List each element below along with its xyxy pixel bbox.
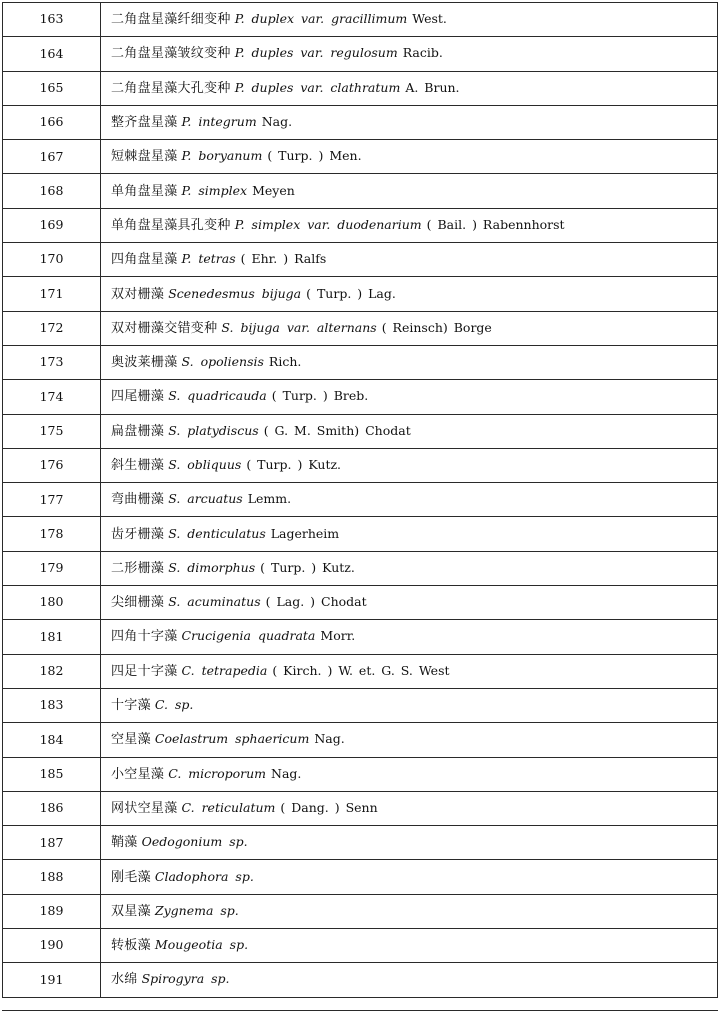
scientific-name: P. integrum [181, 114, 257, 130]
authority: Nag. [271, 765, 302, 781]
row-number: 169 [3, 208, 101, 242]
table-row [3, 277, 718, 311]
species-name-cell [101, 414, 718, 448]
table-row [3, 345, 718, 379]
row-number: 173 [3, 345, 101, 379]
row-number: 175 [3, 414, 101, 448]
authority: Morr. [320, 628, 356, 644]
table-row [3, 140, 718, 174]
table-row [3, 517, 718, 551]
chinese-name: 整齐盘星藻 [111, 115, 178, 131]
scientific-name: S. arcuatus [168, 491, 243, 507]
scientific-name: P. tetras [181, 251, 236, 267]
row-number: 189 [3, 894, 101, 928]
species-name-cell [101, 586, 718, 620]
chinese-name: 斜生栅藻 [111, 458, 165, 473]
table-row [3, 586, 718, 620]
species-name-cell [101, 723, 718, 757]
authority: A. Brun. [405, 79, 460, 95]
table-row [3, 723, 718, 757]
species-name-cell [101, 620, 718, 654]
table-row [3, 688, 718, 722]
authority: ( Lag. ) Chodat [265, 594, 367, 610]
species-name-cell [101, 140, 718, 174]
chinese-name: 短棘盘星藻 [111, 149, 178, 165]
row-number: 166 [3, 105, 101, 139]
table-row [3, 414, 718, 448]
species-name-cell [101, 71, 718, 105]
scientific-name: S. acuminatus [168, 594, 261, 610]
scientific-name: C. sp. [154, 697, 194, 713]
scientific-name: C. tetrapedia [181, 662, 268, 678]
row-number: 164 [3, 37, 101, 71]
species-name-cell [101, 208, 718, 242]
row-number: 188 [3, 860, 101, 894]
table-row [3, 894, 718, 928]
scientific-name: P. boryanum [181, 148, 263, 164]
chinese-name: 二形栅藻 [111, 560, 165, 576]
species-name-cell [101, 757, 718, 791]
row-number: 185 [3, 757, 101, 791]
authority: West. [412, 11, 447, 27]
authority: Racib. [402, 45, 443, 61]
chinese-name: 网状空星藻 [111, 800, 178, 816]
chinese-name: 空星藻 [111, 732, 151, 748]
scientific-name: Crucigenia quadrata [181, 628, 316, 644]
chinese-name: 四角盘星藻 [111, 252, 178, 268]
scientific-name: S. opoliensis [181, 354, 264, 370]
authority: ( Reinsch) Borge [381, 319, 492, 335]
table-row [3, 791, 718, 825]
species-name-cell [101, 791, 718, 825]
row-number: 168 [3, 174, 101, 208]
row-number: 163 [3, 3, 101, 37]
chinese-name: 弯曲栅藻 [111, 492, 165, 508]
species-name-cell [101, 517, 718, 551]
row-number: 179 [3, 551, 101, 585]
table-row [3, 826, 718, 860]
chinese-name: 鞘藻 [111, 835, 138, 851]
chinese-name: 刚毛藻 [111, 869, 151, 885]
species-name-cell [101, 345, 718, 379]
chinese-name: 水绵 [111, 972, 138, 988]
row-number: 174 [3, 380, 101, 414]
row-number: 191 [3, 963, 101, 997]
scientific-name: Mougeotia sp. [154, 937, 249, 953]
authority: ( Dang. ) Senn [280, 799, 378, 815]
species-name-cell [101, 448, 718, 482]
scientific-name: S. obliquus [168, 457, 242, 472]
row-number: 184 [3, 723, 101, 757]
species-name-cell [101, 380, 718, 414]
table-row [3, 448, 718, 482]
chinese-name: 二角盘星藻纤细变种 [111, 12, 231, 28]
species-name-cell [101, 483, 718, 517]
chinese-name: 二角盘星藻皱纹变种 [111, 46, 231, 62]
row-number: 171 [3, 277, 101, 311]
scientific-name: P. duples var. clathratum [234, 79, 401, 95]
row-number: 187 [3, 826, 101, 860]
scientific-name: S. denticulatus [168, 525, 266, 541]
table-row [3, 483, 718, 517]
row-number: 183 [3, 688, 101, 722]
scientific-name: Cladophora sp. [154, 868, 254, 884]
species-name-cell [101, 860, 718, 894]
authority: Rich. [268, 354, 302, 370]
species-name-cell [101, 688, 718, 722]
row-number: 182 [3, 654, 101, 688]
species-name-cell [101, 894, 718, 928]
row-number: 180 [3, 586, 101, 620]
authority: ( Turp. ) Kutz. [260, 559, 355, 575]
chinese-name: 小空星藻 [111, 766, 165, 782]
scientific-name: P. duples var. regulosum [234, 45, 398, 61]
authority: Nag. [261, 114, 293, 130]
row-number: 178 [3, 517, 101, 551]
scientific-name: S. dimorphus [168, 559, 256, 575]
chinese-name: 十字藻 [111, 698, 151, 714]
chinese-name: 尖细栅藻 [111, 595, 165, 611]
scientific-name: P. duplex var. gracillimum [234, 11, 408, 27]
scientific-name: Scenedesmus bijuga [168, 285, 302, 301]
chinese-name: 双星藻 [111, 903, 151, 919]
scientific-name: P. simplex [181, 182, 248, 198]
row-number: 177 [3, 483, 101, 517]
authority: ( Turp. ) Lag. [306, 285, 396, 301]
chinese-name: 奥波莱栅藻 [111, 355, 178, 371]
row-number: 167 [3, 140, 101, 174]
table-row [3, 963, 718, 997]
chinese-name: 四足十字藻 [111, 663, 178, 679]
chinese-name: 四尾栅藻 [111, 389, 165, 405]
table-row [3, 860, 718, 894]
species-name-cell [101, 3, 718, 37]
authority: ( Turp. ) Breb. [271, 388, 369, 404]
authority: Nag. [314, 731, 345, 747]
row-number: 172 [3, 311, 101, 345]
authority: ( Kirch. ) W. et. G. S. West [272, 662, 450, 678]
scientific-name: Oedogonium sp. [141, 834, 248, 850]
table-row [3, 208, 718, 242]
scientific-name: S. bijuga var. alternans [221, 319, 377, 335]
chinese-name: 转板藻 [111, 938, 151, 954]
species-name-cell [101, 243, 718, 277]
species-name-cell [101, 174, 718, 208]
scientific-name: C. reticulatum [181, 799, 276, 815]
species-name-cell [101, 105, 718, 139]
chinese-name: 双对栅藻交错变种 [111, 320, 218, 336]
table-row [3, 37, 718, 71]
scientific-name: P. simplex var. duodenarium [234, 216, 422, 232]
species-name-cell [101, 551, 718, 585]
table-bottom-rule [2, 1010, 718, 1011]
authority: Lemm. [247, 491, 292, 507]
row-number: 186 [3, 791, 101, 825]
chinese-name: 二角盘星藻大孔变种 [111, 80, 231, 96]
authority: Lagerheim [270, 525, 340, 541]
table-row [3, 71, 718, 105]
table-row [3, 757, 718, 791]
species-name-cell [101, 654, 718, 688]
table-row [3, 654, 718, 688]
scientific-name: Coelastrum sphaericum [154, 731, 310, 747]
table-row [3, 3, 718, 37]
table-row [3, 311, 718, 345]
species-name-cell [101, 929, 718, 963]
table-row [3, 174, 718, 208]
row-number: 181 [3, 620, 101, 654]
species-name-cell [101, 826, 718, 860]
table-row [3, 929, 718, 963]
row-number: 176 [3, 448, 101, 482]
chinese-name: 四角十字藻 [111, 629, 178, 645]
scientific-name: S. platydiscus [168, 422, 259, 438]
chinese-name: 单角盘星藻具孔变种 [111, 217, 231, 233]
authority: Meyen [252, 182, 295, 198]
chinese-name: 齿牙栅藻 [111, 526, 165, 542]
scientific-name: Spirogyra sp. [141, 971, 230, 987]
row-number: 165 [3, 71, 101, 105]
authority: ( G. M. Smith) Chodat [263, 422, 411, 438]
species-name-cell [101, 277, 718, 311]
table-body [3, 3, 718, 998]
chinese-name: 双对栅藻 [111, 286, 165, 302]
species-table [2, 2, 718, 998]
species-name-cell [101, 963, 718, 997]
chinese-name: 扁盘栅藻 [111, 423, 165, 439]
authority: ( Ehr. ) Ralfs [240, 251, 327, 267]
table-row [3, 551, 718, 585]
authority: ( Turp. ) Kutz. [246, 457, 342, 472]
table-row [3, 105, 718, 139]
scientific-name: C. microporum [168, 765, 267, 781]
chinese-name: 单角盘星藻 [111, 183, 178, 199]
scientific-name: Zygnema sp. [154, 902, 239, 918]
table-row [3, 380, 718, 414]
authority: ( Bail. ) Rabennhorst [426, 216, 565, 232]
species-name-cell [101, 311, 718, 345]
scientific-name: S. quadricauda [168, 388, 267, 404]
row-number: 190 [3, 929, 101, 963]
authority: ( Turp. ) Men. [267, 148, 362, 164]
table-row [3, 620, 718, 654]
table-row [3, 243, 718, 277]
row-number: 170 [3, 243, 101, 277]
species-name-cell [101, 37, 718, 71]
